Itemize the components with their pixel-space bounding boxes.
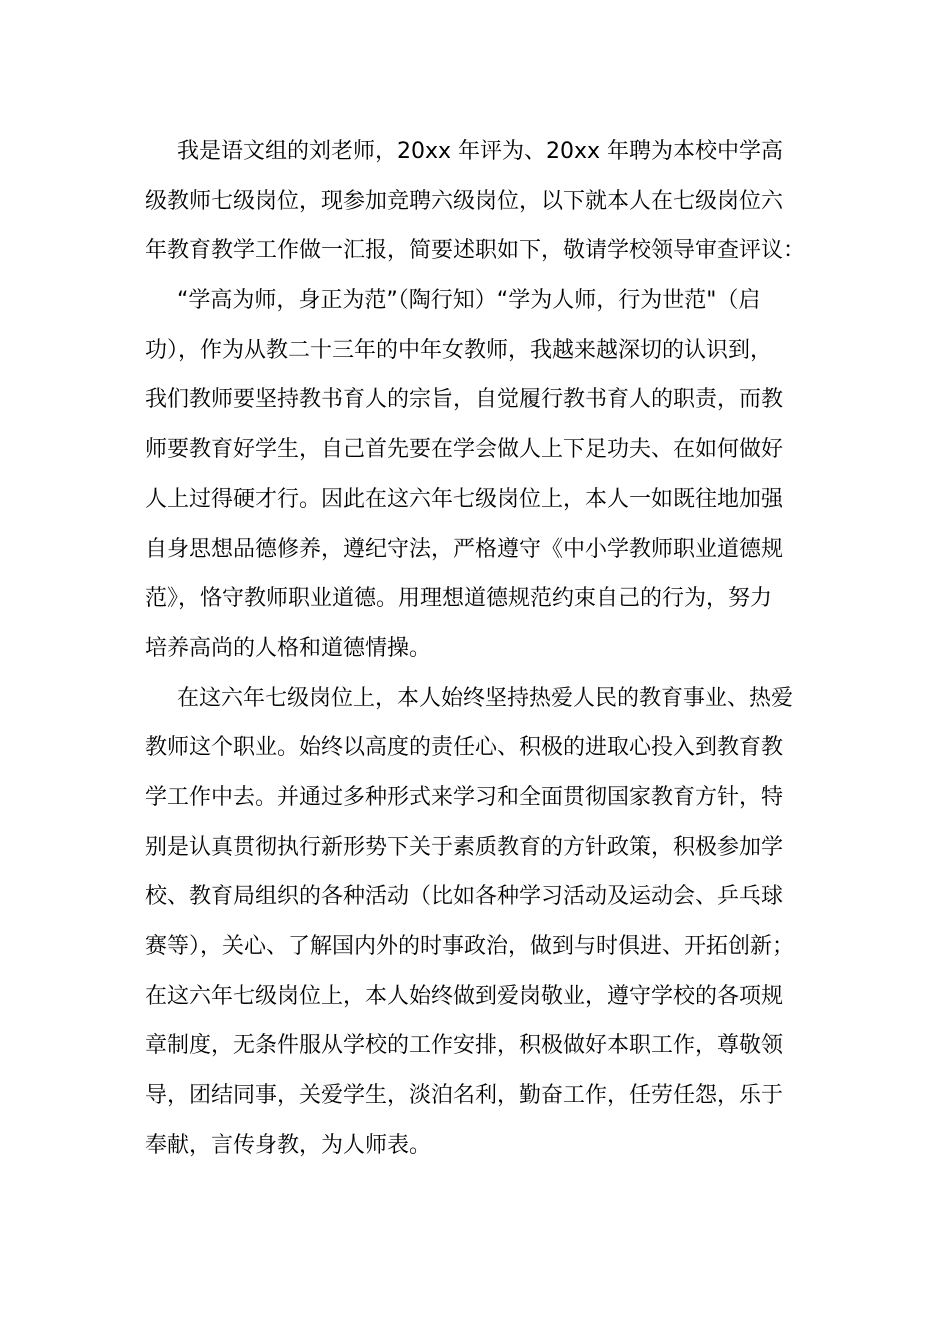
text-line: 在这六年七级岗位上，本人始终做到爱岗敬业，遵守学校的各项规: [145, 983, 784, 1009]
text-line: 我是语文组的刘老师，20xx 年评为、20xx 年聘为本校中学高: [177, 139, 784, 164]
text-line: 导，团结同事，关爱学生，淡泊名利，勤奋工作，任劳任怨，乐于: [145, 1083, 784, 1109]
text-line: 赛等），关心、了解国内外的时事政治，做到与时俱进、开拓创新；: [145, 934, 795, 959]
text-line: 培养高尚的人格和道德情操。: [145, 635, 432, 661]
text-line: 我们教师要坚持教书育人的宗旨，自觉履行教书育人的职责，而教: [145, 387, 784, 413]
text-line: 人上过得硬才行。因此在这六年七级岗位上，本人一如既往地加强: [145, 486, 784, 512]
text-line: 在这六年七级岗位上，本人始终坚持热爱人民的教育事业、热爱: [177, 685, 794, 711]
text-line: 章制度，无条件服从学校的工作安排，积极做好本职工作，尊敬领: [145, 1033, 784, 1059]
text-line: “学高为师，身正为范”（陶行知）“学为人师，行为世范"（启: [177, 288, 761, 314]
document-body: [145, 127, 810, 1170]
text-line: 教师这个职业。始终以高度的责任心、积极的进取心投入到教育教: [145, 735, 784, 761]
text-line: 校、教育局组织的各种活动（比如各种学习活动及运动会、乒乓球: [145, 884, 784, 910]
text-line: 奉献，言传身教，为人师表。: [145, 1132, 432, 1158]
text-line: 师要教育好学生，自己首先要在学会做人上下足功夫、在如何做好: [145, 437, 784, 463]
text-line: 别是认真贯彻执行新形势下关于素质教育的方针政策，积极参加学: [145, 834, 784, 860]
text-line: 学工作中去。并通过多种形式来学习和全面贯彻国家教育方针，特: [145, 784, 784, 810]
text-line: 级教师七级岗位，现参加竞聘六级岗位，以下就本人在七级岗位六: [145, 188, 784, 214]
text-line: 范》，恪守教师职业道德。用理想道德规范约束自己的行为，努力: [145, 586, 773, 612]
text-line: 功），作为从教二十三年的中年女教师，我越来越深切的认识到，: [145, 337, 773, 363]
text-line: 自身思想品德修养，遵纪守法，严格遵守《中小学教师职业道德规: [145, 536, 784, 562]
text-line: 年教育教学工作做一汇报，简要述职如下，敬请学校领导审查评议：: [145, 238, 806, 264]
